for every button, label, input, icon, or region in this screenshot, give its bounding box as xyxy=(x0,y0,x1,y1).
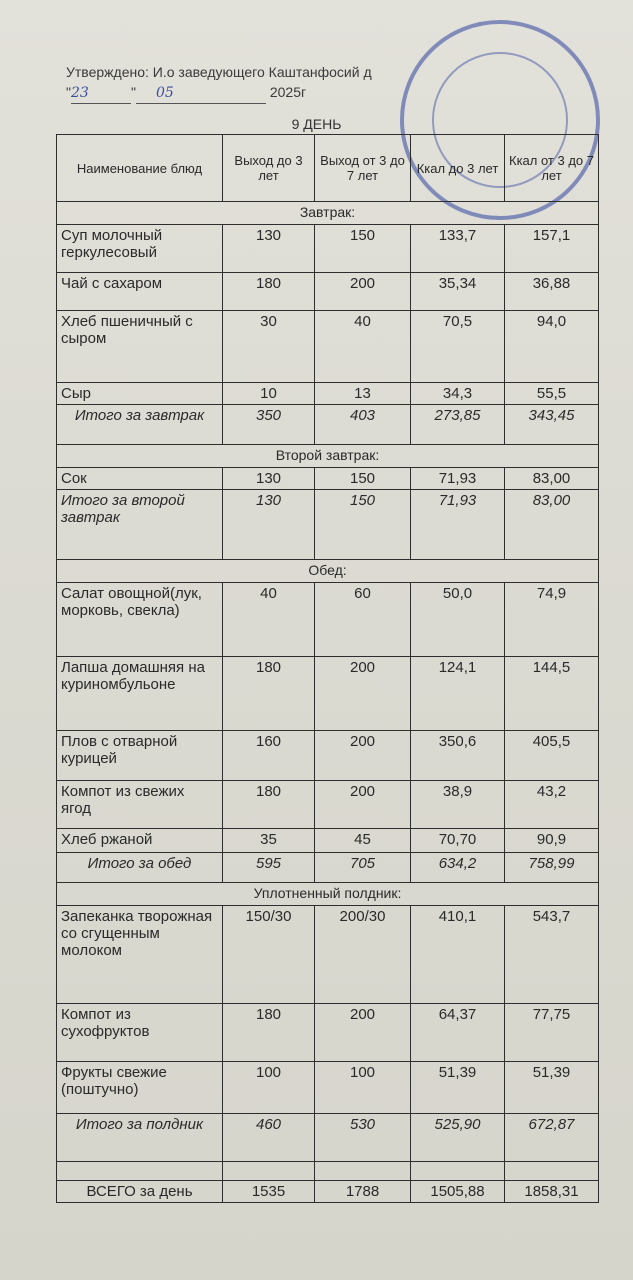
table-row xyxy=(57,1004,599,1062)
cell: 543,7 xyxy=(505,906,599,1004)
table-row xyxy=(57,311,599,383)
dish-name: Запеканка творожная со сгущенным молоком xyxy=(57,906,223,1004)
cell: 40 xyxy=(223,583,315,657)
table-row xyxy=(57,731,599,781)
cell: 74,9 xyxy=(505,583,599,657)
dish-name: Компот из свежих ягод xyxy=(57,781,223,829)
total-label: Итого за завтрак xyxy=(57,405,223,445)
cell: 1505,88 xyxy=(411,1181,505,1203)
dish-name: Суп молочный геркулесовый xyxy=(57,225,223,273)
date-month: 05 xyxy=(136,83,266,104)
cell: 180 xyxy=(223,1004,315,1062)
cell: 38,9 xyxy=(411,781,505,829)
cell: 530 xyxy=(315,1114,411,1162)
menu-table xyxy=(56,134,599,1203)
cell: 150 xyxy=(315,468,411,490)
grand-total-label: ВСЕГО за день xyxy=(57,1181,223,1203)
total-label: Итого за обед xyxy=(57,853,223,883)
cell: 64,37 xyxy=(411,1004,505,1062)
cell: 130 xyxy=(223,468,315,490)
cell: 350 xyxy=(223,405,315,445)
cell: 130 xyxy=(223,490,315,560)
cell: 83,00 xyxy=(505,490,599,560)
cell: 90,9 xyxy=(505,829,599,853)
cell: 180 xyxy=(223,273,315,311)
section-title: Второй завтрак: xyxy=(57,445,599,468)
total-row xyxy=(57,405,599,445)
cell: 460 xyxy=(223,1114,315,1162)
date-line: "23 " 05 2025г xyxy=(66,82,586,102)
total-row xyxy=(57,853,599,883)
cell: 60 xyxy=(315,583,411,657)
cell: 200 xyxy=(315,657,411,731)
cell: 200 xyxy=(315,731,411,781)
cell: 343,45 xyxy=(505,405,599,445)
cell: 180 xyxy=(223,657,315,731)
cell: 160 xyxy=(223,731,315,781)
cell: 43,2 xyxy=(505,781,599,829)
cell: 200/30 xyxy=(315,906,411,1004)
cell: 50,0 xyxy=(411,583,505,657)
cell: 130 xyxy=(223,225,315,273)
section-title: Обед: xyxy=(57,560,599,583)
dish-name: Салат овощной(лук, морковь, свекла) xyxy=(57,583,223,657)
cell: 200 xyxy=(315,781,411,829)
dish-name: Лапша домашняя на куриномбульоне xyxy=(57,657,223,731)
cell: 133,7 xyxy=(411,225,505,273)
cell: 758,99 xyxy=(505,853,599,883)
cell: 1788 xyxy=(315,1181,411,1203)
approval-header xyxy=(66,62,586,102)
cell: 13 xyxy=(315,383,411,405)
col-header-name: Наименование блюд xyxy=(57,135,223,202)
dish-name: Компот из сухофруктов xyxy=(57,1004,223,1062)
dish-name: Плов с отварной курицей xyxy=(57,731,223,781)
dish-name: Хлеб пшеничный с сыром xyxy=(57,311,223,383)
cell: 70,5 xyxy=(411,311,505,383)
cell: 1535 xyxy=(223,1181,315,1203)
cell: 157,1 xyxy=(505,225,599,273)
cell: 83,00 xyxy=(505,468,599,490)
table-row xyxy=(57,383,599,405)
empty-cell xyxy=(505,1162,599,1181)
total-label: Итого за полдник xyxy=(57,1114,223,1162)
cell: 55,5 xyxy=(505,383,599,405)
total-row xyxy=(57,1114,599,1162)
cell: 71,93 xyxy=(411,468,505,490)
cell: 45 xyxy=(315,829,411,853)
total-row xyxy=(57,490,599,560)
cell: 124,1 xyxy=(411,657,505,731)
cell: 100 xyxy=(315,1062,411,1114)
cell: 200 xyxy=(315,1004,411,1062)
dish-name: Фрукты свежие (поштучно) xyxy=(57,1062,223,1114)
cell: 71,93 xyxy=(411,490,505,560)
col-header-kcal-under3: Ккал до 3 лет xyxy=(411,135,505,202)
cell: 634,2 xyxy=(411,853,505,883)
cell: 77,75 xyxy=(505,1004,599,1062)
cell: 36,88 xyxy=(505,273,599,311)
cell: 180 xyxy=(223,781,315,829)
col-header-kcal-3to7: Ккал от 3 до 7 лет xyxy=(505,135,599,202)
cell: 10 xyxy=(223,383,315,405)
cell: 40 xyxy=(315,311,411,383)
cell: 94,0 xyxy=(505,311,599,383)
table-row xyxy=(57,468,599,490)
col-header-yield-under3: Выход до 3 лет xyxy=(223,135,315,202)
dish-name: Чай с сахаром xyxy=(57,273,223,311)
empty-cell xyxy=(57,1162,223,1181)
empty-cell xyxy=(315,1162,411,1181)
table-row xyxy=(57,657,599,731)
table-row xyxy=(57,1062,599,1114)
table-row xyxy=(57,583,599,657)
cell: 403 xyxy=(315,405,411,445)
cell: 525,90 xyxy=(411,1114,505,1162)
table-header-row xyxy=(57,135,599,202)
cell: 34,3 xyxy=(411,383,505,405)
cell: 410,1 xyxy=(411,906,505,1004)
cell: 150/30 xyxy=(223,906,315,1004)
cell: 35 xyxy=(223,829,315,853)
cell: 35,34 xyxy=(411,273,505,311)
date-year: 2025г xyxy=(269,84,307,100)
cell: 705 xyxy=(315,853,411,883)
cell: 350,6 xyxy=(411,731,505,781)
section-title: Уплотненный полдник: xyxy=(57,883,599,906)
day-title: 9 ДЕНЬ xyxy=(291,116,342,132)
section-title: Завтрак: xyxy=(57,202,599,225)
table-row xyxy=(57,781,599,829)
empty-cell xyxy=(223,1162,315,1181)
dish-name: Сыр xyxy=(57,383,223,405)
cell: 150 xyxy=(315,490,411,560)
cell: 150 xyxy=(315,225,411,273)
cell: 51,39 xyxy=(505,1062,599,1114)
cell: 144,5 xyxy=(505,657,599,731)
cell: 30 xyxy=(223,311,315,383)
empty-cell xyxy=(411,1162,505,1181)
approval-line: Утверждено: И.о заведующего Каштанфосий д xyxy=(66,64,372,80)
dish-name: Сок xyxy=(57,468,223,490)
cell: 200 xyxy=(315,273,411,311)
table-row xyxy=(57,829,599,853)
cell: 51,39 xyxy=(411,1062,505,1114)
blank-row xyxy=(57,1162,599,1181)
date-day: 23 xyxy=(71,83,131,104)
table-row xyxy=(57,906,599,1004)
cell: 273,85 xyxy=(411,405,505,445)
cell: 672,87 xyxy=(505,1114,599,1162)
total-label: Итого за второй завтрак xyxy=(57,490,223,560)
cell: 70,70 xyxy=(411,829,505,853)
table-row xyxy=(57,273,599,311)
cell: 100 xyxy=(223,1062,315,1114)
dish-name: Хлеб ржаной xyxy=(57,829,223,853)
cell: 595 xyxy=(223,853,315,883)
table-row xyxy=(57,225,599,273)
cell: 405,5 xyxy=(505,731,599,781)
grand-total-row xyxy=(57,1181,599,1203)
col-header-yield-3to7: Выход от 3 до 7 лет xyxy=(315,135,411,202)
cell: 1858,31 xyxy=(505,1181,599,1203)
